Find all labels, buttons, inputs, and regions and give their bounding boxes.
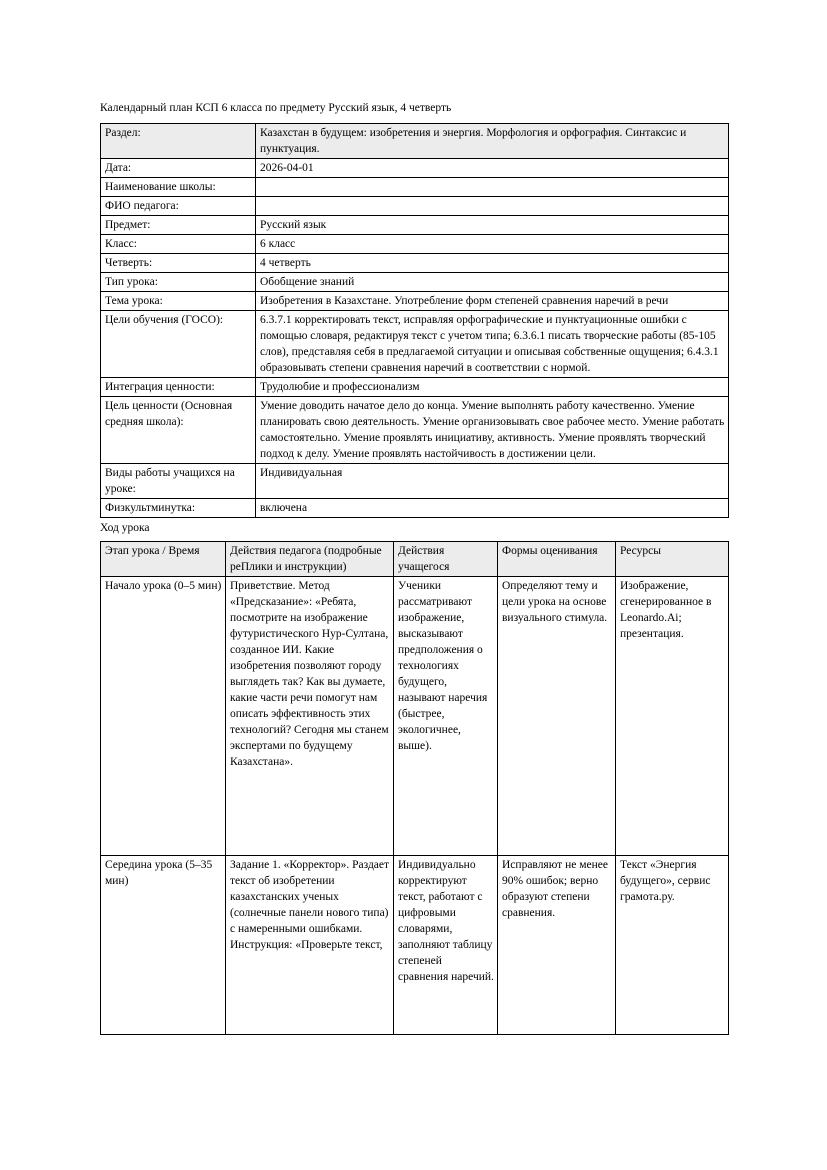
info-row-label: Предмет: <box>101 216 256 235</box>
table-row <box>101 159 729 178</box>
table-header-row <box>101 542 729 577</box>
column-header: Формы оценивания <box>498 542 616 577</box>
info-row-value: Казахстан в будущем: изобретения и энергия. Морфология и орфография. Синтаксис и пунктуация. <box>256 124 729 159</box>
info-row-label: Виды работы учащихся на уроке: <box>101 464 256 499</box>
info-row-label: Тема урока: <box>101 292 256 311</box>
flow-resources-cell <box>616 577 729 856</box>
lesson-flow-section-label: Ход урока <box>100 522 150 534</box>
info-row-label: ФИО педагога: <box>101 197 256 216</box>
flow-student-actions-cell <box>394 577 498 856</box>
info-row-value: включена <box>256 499 729 518</box>
table-row <box>101 197 729 216</box>
table-row <box>101 273 729 292</box>
info-row-label: Наименование школы: <box>101 178 256 197</box>
table-row <box>101 464 729 499</box>
info-row-label: Цель ценности (Основная средняя школа): <box>101 397 256 464</box>
flow-resources-cell-text: Изображение, сгенерированное в Leonardo.Ai; презентация. <box>620 580 712 640</box>
table-row <box>101 577 729 856</box>
flow-resources-cell-text: Текст «Энергия будущего», сервис грамота.ру. <box>620 859 711 903</box>
info-row-label: Раздел: <box>101 124 256 159</box>
info-row-value: 6.3.7.1 корректировать текст, исправляя орфографические и пунктуационные ошибки с помощью словаря, редактируя текст с учетом типа; 6.3.6.1 писать творческие работы (85-105 слов), представляя себя в предлагаемой ситуации и описывая собственные ощущения; 6.4.3.1 образовывать степени сравнения наречий в соответствии с нормой. <box>256 311 729 378</box>
info-row-label: Тип урока: <box>101 273 256 292</box>
flow-student-actions-cell-text: Ученики рассматривают изображение, высказывают предположения о технологиях будущего, называют наречия (быстрее, экологичнее, выше). <box>398 580 488 752</box>
info-row-value: Трудолюбие и профессионализм <box>256 378 729 397</box>
table-row <box>101 124 729 159</box>
flow-teacher-actions-cell <box>226 856 394 1035</box>
document-page <box>100 100 728 1035</box>
info-row-value <box>256 178 729 197</box>
info-row-value: Русский язык <box>256 216 729 235</box>
info-row-label: Класс: <box>101 235 256 254</box>
table-row <box>101 178 729 197</box>
lesson-flow-table <box>100 541 729 1035</box>
table-row <box>101 311 729 378</box>
info-row-value: Обобщение знаний <box>256 273 729 292</box>
table-row <box>101 499 729 518</box>
lesson-info-table-body <box>101 124 729 518</box>
info-row-label: Цели обучения (ГОСО): <box>101 311 256 378</box>
flow-teacher-actions-cell-text: Задание 1. «Корректор». Раздает текст об изобретении казахстанских ученых (солнечные панели нового типа) с намеренными ошибками. Инструкция: «Проверьте текст, <box>230 859 390 951</box>
flow-teacher-actions-cell <box>226 577 394 856</box>
flow-student-actions-cell <box>394 856 498 1035</box>
flow-assessment-cell <box>498 577 616 856</box>
column-header: Действия педагога (подробные реПлики и инструкции) <box>226 542 394 577</box>
table-row <box>101 216 729 235</box>
flow-assessment-cell-text: Исправляют не менее 90% ошибок; верно образуют степени сравнения. <box>502 859 608 919</box>
table-row <box>101 235 729 254</box>
info-row-value: Индивидуальная <box>256 464 729 499</box>
lesson-flow-table-body <box>101 542 729 1035</box>
info-row-label: Дата: <box>101 159 256 178</box>
table-row <box>101 856 729 1035</box>
table-row <box>101 292 729 311</box>
info-row-value <box>256 197 729 216</box>
column-header: Ресурсы <box>616 542 729 577</box>
flow-stage-cell-text: Середина урока (5–35 мин) <box>105 859 213 887</box>
flow-resources-cell <box>616 856 729 1035</box>
flow-teacher-actions-cell-text: Приветствие. Метод «Предсказание»: «Ребята, посмотрите на изображение футуристического Нур-Султана, созданное ИИ. Какие изобретения позволяют городу выглядеть так? Как вы думаете, какие части речи помогут нам описать эффективность этих технологий? Сегодня мы станем экспертами по будущему Казахстана». <box>230 580 389 768</box>
lesson-info-table <box>100 123 729 518</box>
info-row-label: Физкультминутка: <box>101 499 256 518</box>
flow-student-actions-cell-text: Индивидуально корректируют текст, работают с цифровыми словарями, заполняют таблицу степеней сравнения наречий. <box>398 859 494 983</box>
flow-assessment-cell <box>498 856 616 1035</box>
table-row <box>101 378 729 397</box>
info-row-label: Четверть: <box>101 254 256 273</box>
flow-stage-cell <box>101 577 226 856</box>
info-row-value: Изобретения в Казахстане. Употребление форм степеней сравнения наречий в речи <box>256 292 729 311</box>
table-row <box>101 254 729 273</box>
column-header: Этап урока / Время <box>101 542 226 577</box>
info-row-label: Интеграция ценности: <box>101 378 256 397</box>
info-row-value: 2026-04-01 <box>256 159 729 178</box>
flow-stage-cell <box>101 856 226 1035</box>
flow-stage-cell-text: Начало урока (0–5 мин) <box>105 580 222 592</box>
info-row-value: 6 класс <box>256 235 729 254</box>
page-title: Календарный план КСП 6 класса по предмету Русский язык, 4 четверть <box>100 102 452 114</box>
info-row-value: Умение доводить начатое дело до конца. Умение выполнять работу качественно. Умение планировать свою деятельность. Умение организовывать свое рабочее место. Умение работать самостоятельно. Умение проявлять инициативу, активность. Умение проявлять творческий подход к делу. Умение проявлять настойчивость в достижении цели. <box>256 397 729 464</box>
flow-assessment-cell-text: Определяют тему и цели урока на основе визуального стимула. <box>502 580 608 624</box>
info-row-value: 4 четверть <box>256 254 729 273</box>
table-row <box>101 397 729 464</box>
column-header: Действия учащегося <box>394 542 498 577</box>
